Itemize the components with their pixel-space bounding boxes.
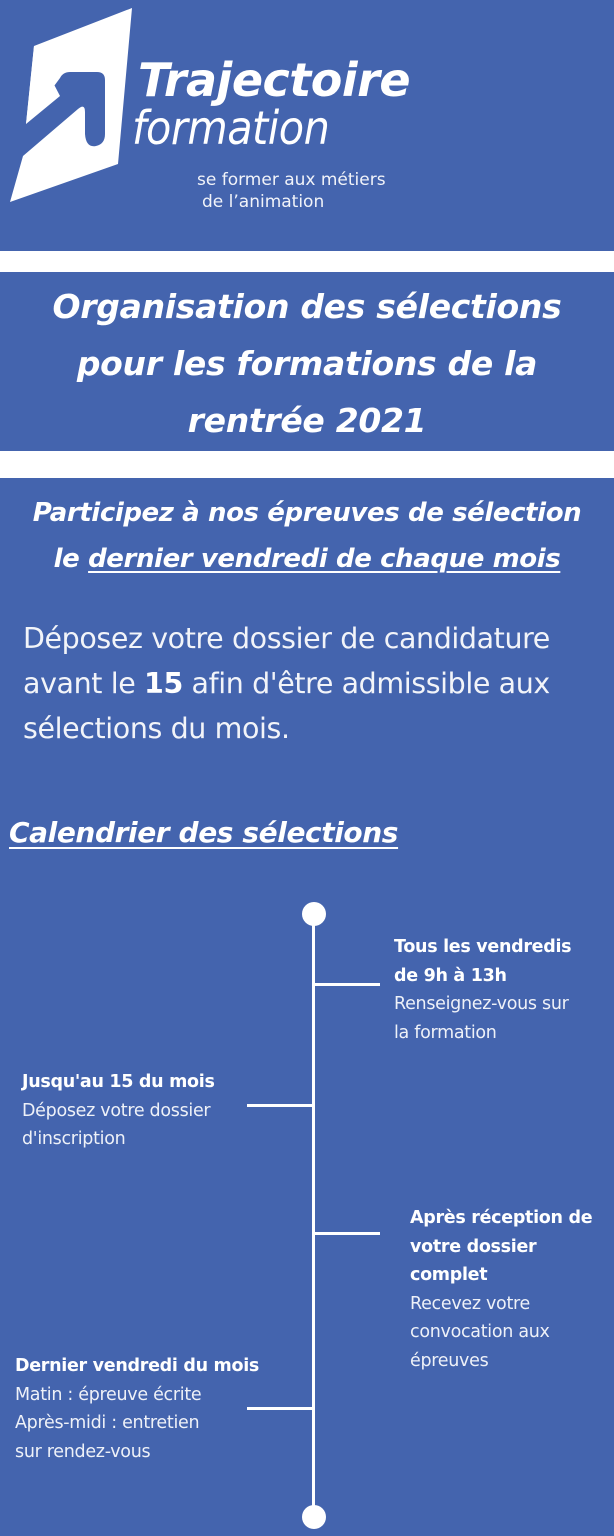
event-title: de 9h à 13h bbox=[394, 965, 507, 986]
title-line-1: Organisation des sélections bbox=[52, 287, 562, 326]
event-title: Tous les vendredis bbox=[394, 937, 572, 957]
trajectoire-arrow-logo-icon bbox=[8, 6, 134, 202]
event-description: la formation bbox=[394, 1022, 497, 1043]
timeline-connector bbox=[315, 1232, 380, 1235]
event-description: Renseignez-vous sur bbox=[394, 994, 569, 1014]
deadline-day: 15 bbox=[144, 667, 183, 700]
tagline-line-1: se former aux métiers bbox=[197, 170, 386, 190]
brand-subname: formation bbox=[132, 101, 330, 155]
event-title: Jusqu'au 15 du mois bbox=[22, 1072, 215, 1092]
timeline-event-info-sessions bbox=[394, 933, 571, 1047]
event-description: d'inscription bbox=[22, 1129, 126, 1149]
tagline bbox=[197, 169, 386, 213]
brand-name: Trajectoire bbox=[138, 53, 411, 107]
timeline-axis bbox=[312, 914, 315, 1517]
event-title: votre dossier bbox=[410, 1236, 537, 1257]
event-description: Matin : épreuve écrite bbox=[15, 1384, 202, 1405]
intro-emphasis: dernier vendredi de chaque mois bbox=[88, 544, 561, 574]
intro-line-1: Participez à nos épreuves de sélection bbox=[32, 498, 582, 528]
event-title: Après réception de bbox=[410, 1208, 593, 1228]
timeline-connector bbox=[247, 1104, 313, 1107]
title-line-3: rentrée 2021 bbox=[187, 401, 427, 440]
event-description: Déposez votre dossier bbox=[22, 1100, 211, 1121]
event-description: Après-midi : entretien bbox=[15, 1413, 200, 1433]
timeline-end-dot-icon bbox=[302, 1505, 326, 1529]
event-title: complet bbox=[410, 1265, 488, 1285]
deadline-paragraph bbox=[23, 616, 613, 751]
intro-line-2-prefix: le bbox=[53, 544, 89, 574]
page-title bbox=[0, 278, 614, 449]
paragraph-line-2-prefix: avant le bbox=[23, 667, 145, 700]
white-divider-band bbox=[0, 251, 614, 272]
intro-line-2 bbox=[0, 536, 614, 582]
tagline-line-2: de l’animation bbox=[202, 192, 325, 212]
event-title: Dernier vendredi du mois bbox=[15, 1356, 260, 1376]
calendar-heading: Calendrier des sélections bbox=[9, 816, 399, 849]
event-description: sur rendez-vous bbox=[15, 1441, 151, 1462]
paragraph-line-2-suffix: afin d'être admissible aux bbox=[182, 667, 550, 700]
title-line-2: pour les formations de la bbox=[76, 344, 538, 383]
paragraph-line-1: Déposez votre dossier de candidature bbox=[23, 622, 550, 655]
intro-heading bbox=[0, 490, 614, 582]
event-description: convocation aux bbox=[410, 1322, 550, 1342]
white-divider-band bbox=[0, 451, 614, 478]
timeline-event-selection-day bbox=[15, 1352, 259, 1466]
timeline-event-convocation bbox=[410, 1204, 592, 1375]
timeline-start-dot-icon bbox=[302, 902, 326, 926]
event-description: épreuves bbox=[410, 1350, 489, 1371]
paragraph-line-2 bbox=[23, 661, 613, 706]
timeline-event-application-deadline bbox=[22, 1068, 215, 1154]
timeline-connector bbox=[315, 983, 380, 986]
paragraph-line-3: sélections du mois. bbox=[23, 712, 290, 745]
event-description: Recevez votre bbox=[410, 1293, 531, 1314]
